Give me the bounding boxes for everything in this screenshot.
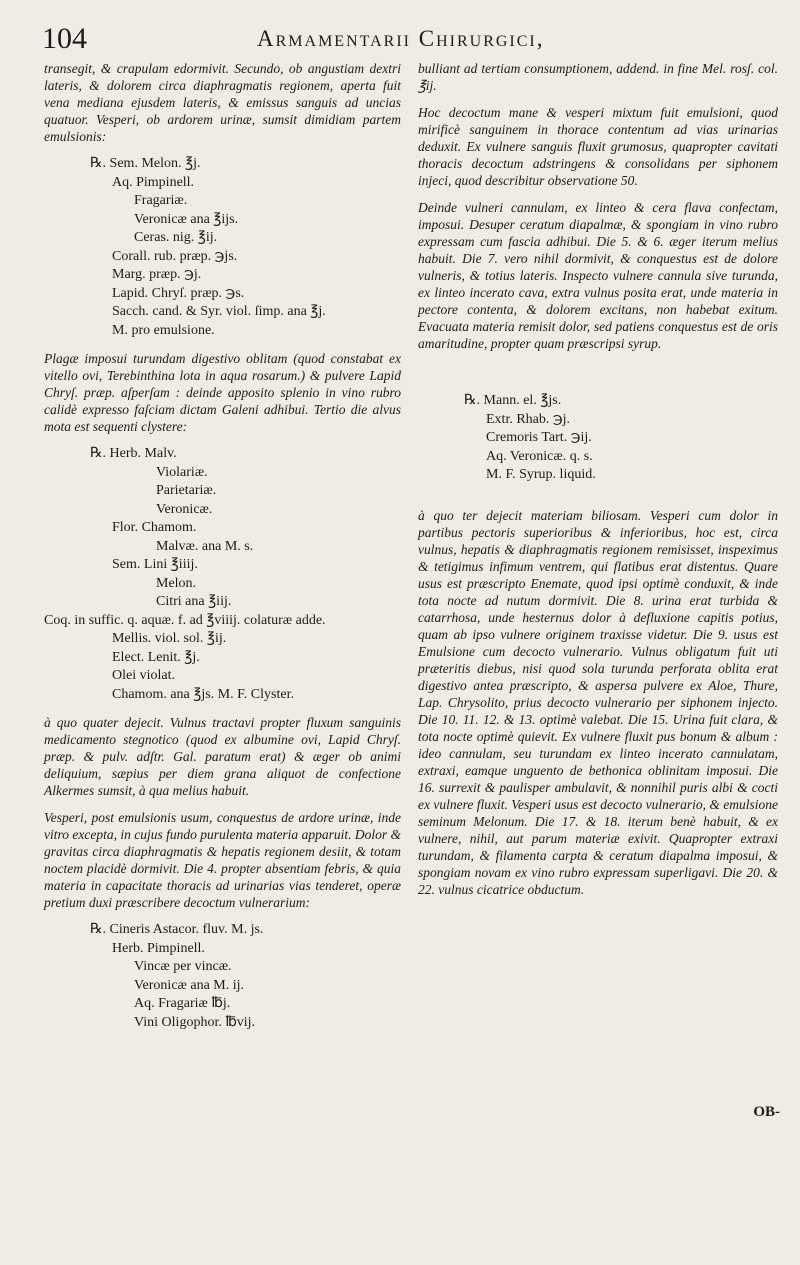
recipe-line: Chamom. ana ℥js. M. F. Clyster. bbox=[112, 686, 294, 702]
paragraph: Hoc decoctum mane & vesperi mixtum fuit emulsioni, quod mirificè sanguinem in thorace contentum ad vias urinarias deduxit. Ex vulnere sanguis fluxit grumosus, quapropter cavitati thoracis decoctum adstringens & consolidans per siphonem injeci, quod describitur observatione 50. bbox=[418, 105, 778, 188]
recipe-line: Cremoris Tart. ℈ij. bbox=[486, 430, 592, 445]
recipe-line: Vincæ per vincæ. bbox=[134, 959, 232, 974]
recipe-line: Melon. bbox=[156, 575, 197, 591]
recipe-line: Flor. Chamom. bbox=[112, 520, 197, 535]
recipe-line: Veronicæ. bbox=[156, 501, 213, 517]
recipe-line: Lapid. Chryſ. præp. ℈s. bbox=[112, 285, 245, 301]
recipe-decoction bbox=[44, 921, 401, 1032]
recipe-line: Fragariæ. bbox=[134, 193, 188, 208]
recipe-line: Aq. Veronicæ. q. s. bbox=[486, 448, 593, 464]
recipe-line: Olei violat. bbox=[112, 668, 175, 683]
right-column bbox=[418, 60, 778, 908]
recipe-line: Violariæ. bbox=[156, 464, 208, 480]
paragraph: bulliant ad tertiam consumptionem, addend. in fine Mel. rosʃ. col. ℥ij. bbox=[418, 61, 778, 93]
paragraph: Deinde vulneri cannulam, ex linteo & cera flava confectam, imposui. Desuper ceratum diapalmæ, & spongiam in vino rubro expressam cum fascia adhibui. Die 5. & 6. æger iterum melius habuit. Die 7. vero nihil dormivit, & conquestus est de dolore vulneris, & totius lateris. Inspecto vulnere cannula sive turunda, ex linteo incerato cava, extra vulnus posita erat, unde materia in pectore contenta, & dolorem excitans, non habebat exitum. Evacuata materia remisit dolor, sed patiens conquestus est de oris amaritudine, propter quam præscripsi syrup. bbox=[418, 200, 778, 351]
recipe-line: Citri ana ℥iij. bbox=[156, 594, 232, 609]
recipe-line: ℞. Sem. Melon. ℥j. bbox=[90, 156, 201, 171]
recipe-prescription bbox=[44, 155, 401, 340]
recipe-line: Aq. Fragariæ ℔j. bbox=[134, 996, 231, 1011]
recipe-line: Veronicæ ana ℥ijs. bbox=[134, 211, 239, 227]
recipe-line: Aq. Pimpinell. bbox=[112, 174, 195, 190]
recipe-line: Veronicæ ana M. ij. bbox=[134, 977, 245, 993]
recipe-line: Marg. præp. ℈j. bbox=[112, 267, 202, 282]
recipe-line: Herb. Pimpinell. bbox=[112, 940, 205, 956]
recipe-line: Corall. rub. præp. ℈js. bbox=[112, 248, 238, 264]
catchword: OB- bbox=[753, 1104, 780, 1120]
recipe-line: M. F. Syrup. liquid. bbox=[486, 467, 596, 482]
running-title: Armamentarii Chirurgici, bbox=[257, 26, 545, 51]
paragraph: Vesperi, post emulsionis usum, conquestus de ardore urinæ, inde vitro excepta, in cujus fundo purulenta materia apparuit. Dolor & gravitas circa diaphragmatis & hepatis regionem desiit, & totam noctem placidè dormivit. Die 4. propter absentiam febris, & quia materia in capacitate thoracis ad urinarias vias tenderet, operæ pretium duxi præscribere decoctum vulnerarium: bbox=[44, 810, 401, 910]
recipe-line: Sem. Lini ℥iiij. bbox=[112, 557, 198, 572]
recipe-line: Coq. in suffic. q. aquæ. f. ad ℥viiij. colaturæ adde. bbox=[44, 612, 326, 628]
recipe-syrup bbox=[418, 392, 778, 485]
recipe-line: Ceras. nig. ℥ij. bbox=[134, 230, 218, 245]
recipe-line: Extr. Rhab. ℈j. bbox=[486, 411, 571, 427]
recipe-clyster bbox=[44, 445, 401, 704]
recipe-line: Elect. Lenit. ℥j. bbox=[112, 649, 200, 665]
paragraph: transegit, & crapulam edormivit. Secundo, ob angustiam dextri lateris, & dolorem circa diaphragmatis regionem, aperta fuit vena mediana ejusdem lateris, & emissus sanguis ad uncias quatuor. Vesperi, ob ardorem urinæ, sumsit dimidiam partem emulsionis: bbox=[44, 61, 401, 144]
recipe-line: Malvæ. ana M. s. bbox=[156, 538, 254, 554]
recipe-line: ℞. Herb. Malv. bbox=[90, 446, 177, 461]
recipe-line: Sacch. cand. & Syr. viol. ſimp. ana ℥j. bbox=[112, 304, 326, 319]
recipe-line: Vini Oligophor. ℔vij. bbox=[134, 1014, 256, 1030]
recipe-line: Parietariæ. bbox=[156, 483, 217, 498]
paragraph: à quo ter dejecit materiam biliosam. Vesperi cum dolor in partibus pectoris superioribus & inferioribus, hoc est, circa vulnus, hepatis & diaphragmatis regionem remisisset, inspeximus & tetigimus infimum ventrem, qui flatibus erat distentus. Quare usus est præscripto Enemate, quod ipsi optimè conduxit, & inde tota nocte ad nutum dormivit. Die 8. urina erat turbida & catarrhosa, unde hesternus dolor à defluxione capitis potius, quam ab ipso vulnere originem traxisse videtur. Die 9. usus est Emulsione cum decocto vulnerario. Vulnus obligatum fuit uti præteritis diebus, nisi quod sola turunda perforata oblita erat digestivo antea præscripto, & aspersa pulvere ex Aloe, Thure, Lap. Chrysolito, prius decocto vulnerario per siphonem injecto. Die 10. 11. 12. & 13. optimè valebat. Die 15. Urina fuit clara, & tota nocte optimè quievit. Ex vulnere fluxit pus bonum & album : ideo cannulam, seu turundam ex linteo incerato cannulatam, extraxi, eamque unguento de bethonica oblinitam imposui. Die 16. surrexit & paulisper ambulavit, & nonnihil puris albi & cocti ex vulnere fluxit. Vesperi usus est decocto vulnerario, & emulsione seminum Melonum. Die 17. & 18. iterum benè habuit, & ex vulnere, nihil, aut parum materiæ exivit. Quapropter extraxi turundam, & filamenta carpta & ceratum diapalma imposui, & spongiam novam ex vino rubro expressam superligavi. Die 20. & 22. vulnus cicatrice obductum. bbox=[418, 507, 778, 897]
page-number: 104 bbox=[42, 22, 87, 55]
recipe-line: M. pro emulsione. bbox=[112, 322, 215, 338]
paragraph: Plagæ imposui turundam digestivo oblitam (quod constabat ex vitello ovi, Terebinthina lota in aqua rosarum.) & pulvere Lapid Chryſ. præp. aſperſam : deinde apposito splenio in vino rubro calidè expresso faſciam dictam Galeni adhibui. Tertio die alvus mota est sequenti clystere: bbox=[44, 351, 401, 434]
left-column bbox=[44, 60, 401, 1042]
recipe-line: Mellis. viol. sol. ℥ij. bbox=[112, 631, 227, 646]
recipe-line: ℞. Cineris Astacor. fluv. M. js. bbox=[90, 922, 264, 937]
recipe-line: ℞. Mann. el. ℥js. bbox=[464, 393, 562, 408]
paragraph: à quo quater dejecit. Vulnus tractavi propter fluxum sanguinis medicamento stegnotico (quod ex albumine ovi, Lapid Chryſ. præp. & pulv. adſtr. Gal. paratum erat) & æger ob animi deliquium, sæpius per diem grana aliquot de confectione Alkermes sumsit, à qua melius habuit. bbox=[44, 715, 401, 798]
running-header bbox=[42, 22, 790, 58]
